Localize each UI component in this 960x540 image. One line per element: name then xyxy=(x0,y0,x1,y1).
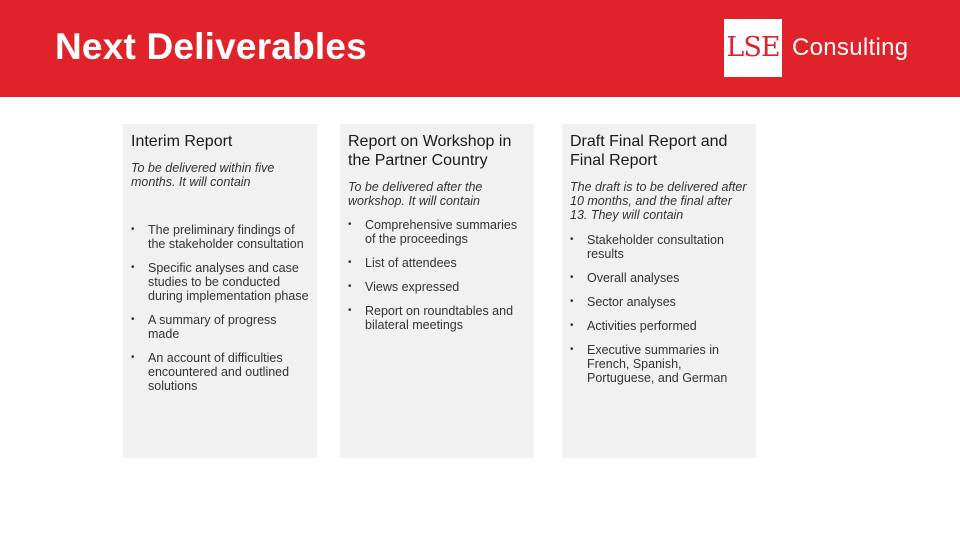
bullet-icon: • xyxy=(131,224,135,235)
list-item: • Activities performed xyxy=(570,319,697,333)
bullet-icon: • xyxy=(348,257,352,268)
deliverable-card-workshop-report xyxy=(340,124,534,458)
bullet-icon: • xyxy=(570,320,574,331)
list-item: • Comprehensive summaries of the proceedings xyxy=(348,218,518,246)
list-item: • Sector analyses xyxy=(570,295,676,309)
bullet-icon: • xyxy=(348,219,352,230)
card-intro: The draft is to be delivered after 10 months, and the final after 13. They will contain xyxy=(570,180,747,222)
list-item: • Stakeholder consultation results xyxy=(570,233,724,261)
list-item: • An account of difficulties encountered and outlined solutions xyxy=(131,351,290,393)
list-item: • Executive summaries in French, Spanish, Portuguese, and German xyxy=(570,343,728,385)
list-item: • Report on roundtables and bilateral meetings xyxy=(348,304,514,332)
page-title: Next Deliverables xyxy=(55,26,367,67)
list-item: • The preliminary findings of the stakeholder consultation xyxy=(131,223,304,251)
list-item: • Specific analyses and case studies to be conducted during implementation phase xyxy=(131,261,309,303)
lse-consulting-logo xyxy=(724,19,924,77)
bullet-icon: • xyxy=(348,281,352,292)
logo-wordmark: Consulting xyxy=(792,34,909,61)
bullet-icon: • xyxy=(570,272,574,283)
deliverable-card-final-report xyxy=(562,124,756,458)
bullet-icon: • xyxy=(131,314,135,325)
deliverable-card-interim-report xyxy=(123,124,317,458)
card-heading: Report on Workshop in the Partner Country xyxy=(348,133,512,169)
list-item: • A summary of progress made xyxy=(131,313,277,341)
bullet-icon: • xyxy=(131,262,135,273)
bullet-icon: • xyxy=(131,352,135,363)
list-item: • List of attendees xyxy=(348,256,457,270)
list-item: • Views expressed xyxy=(348,280,460,294)
deliverable-list xyxy=(570,233,748,395)
list-item: • Overall analyses xyxy=(570,271,680,285)
deliverable-list xyxy=(131,223,309,403)
lse-logo-mark: LSE xyxy=(724,19,782,77)
card-intro: To be delivered after the workshop. It will contain xyxy=(348,180,483,208)
card-heading: Interim Report xyxy=(131,133,233,150)
bullet-icon: • xyxy=(570,344,574,355)
header-bar xyxy=(0,0,960,97)
bullet-icon: • xyxy=(348,305,352,316)
card-heading: Draft Final Report and Final Report xyxy=(570,133,728,169)
card-intro: To be delivered within five months. It will contain xyxy=(131,161,275,189)
deliverable-list xyxy=(348,218,526,342)
bullet-icon: • xyxy=(570,234,574,245)
bullet-icon: • xyxy=(570,296,574,307)
